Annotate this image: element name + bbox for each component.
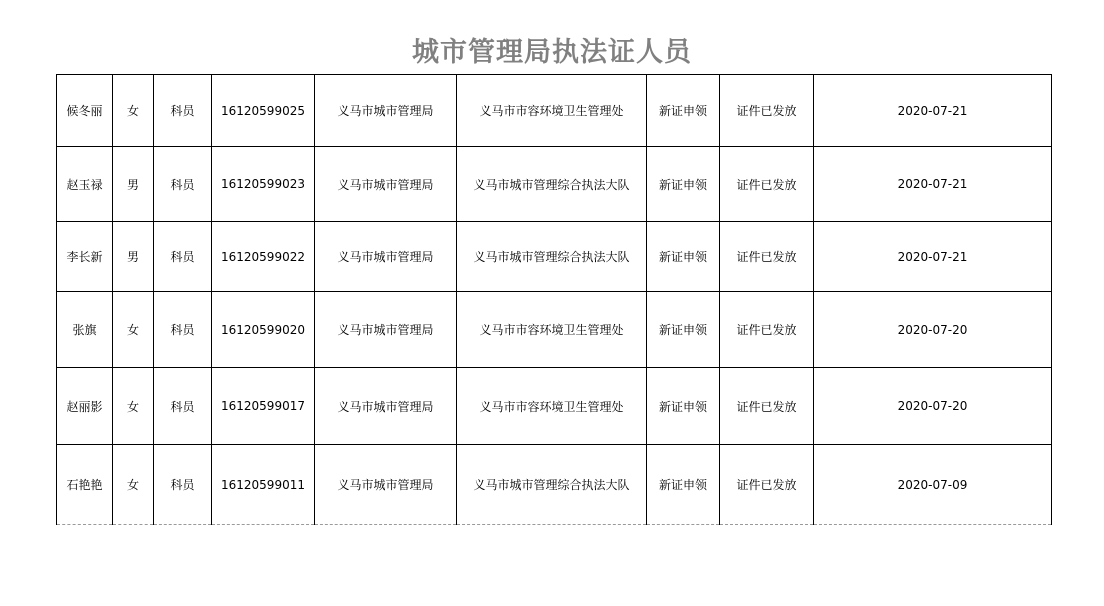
department-cell: 义马市市容环境卫生管理处 (457, 75, 647, 147)
department-cell: 义马市市容环境卫生管理处 (457, 368, 647, 445)
date-cell: 2020-07-20 (814, 368, 1052, 445)
status-cell: 证件已发放 (720, 368, 814, 445)
gender-cell: 女 (113, 292, 154, 368)
rank-cell: 科员 (154, 222, 212, 292)
status-cell: 证件已发放 (720, 75, 814, 147)
rank-cell: 科员 (154, 292, 212, 368)
date-cell: 2020-07-21 (814, 75, 1052, 147)
rank-cell: 科员 (154, 445, 212, 525)
name-cell: 候冬丽 (57, 75, 113, 147)
date-cell: 2020-07-09 (814, 445, 1052, 525)
department-cell: 义马市城市管理综合执法大队 (457, 222, 647, 292)
organization-cell: 义马市城市管理局 (315, 368, 457, 445)
table-row (57, 445, 1052, 525)
organization-cell: 义马市城市管理局 (315, 292, 457, 368)
cert-number-cell: 16120599023 (212, 147, 315, 222)
organization-cell: 义马市城市管理局 (315, 445, 457, 525)
table-row (57, 292, 1052, 368)
organization-cell: 义马市城市管理局 (315, 147, 457, 222)
apply-type-cell: 新证申领 (647, 75, 720, 147)
page-title: 城市管理局执法证人员 (412, 37, 692, 68)
apply-type-cell: 新证申领 (647, 292, 720, 368)
table-row (57, 368, 1052, 445)
date-cell: 2020-07-20 (814, 292, 1052, 368)
table-row (57, 75, 1052, 147)
cert-number-cell: 16120599022 (212, 222, 315, 292)
department-cell: 义马市市容环境卫生管理处 (457, 292, 647, 368)
apply-type-cell: 新证申领 (647, 222, 720, 292)
apply-type-cell: 新证申领 (647, 368, 720, 445)
gender-cell: 女 (113, 445, 154, 525)
personnel-table (56, 74, 1052, 525)
name-cell: 张旗 (57, 292, 113, 368)
name-cell: 李长新 (57, 222, 113, 292)
cert-number-cell: 16120599025 (212, 75, 315, 147)
date-cell: 2020-07-21 (814, 147, 1052, 222)
department-cell: 义马市城市管理综合执法大队 (457, 445, 647, 525)
apply-type-cell: 新证申领 (647, 147, 720, 222)
name-cell: 赵玉禄 (57, 147, 113, 222)
rank-cell: 科员 (154, 368, 212, 445)
table-row (57, 222, 1052, 292)
gender-cell: 男 (113, 222, 154, 292)
date-cell: 2020-07-21 (814, 222, 1052, 292)
status-cell: 证件已发放 (720, 445, 814, 525)
cert-number-cell: 16120599017 (212, 368, 315, 445)
cert-number-cell: 16120599020 (212, 292, 315, 368)
name-cell: 石艳艳 (57, 445, 113, 525)
name-cell: 赵丽影 (57, 368, 113, 445)
status-cell: 证件已发放 (720, 292, 814, 368)
gender-cell: 女 (113, 75, 154, 147)
gender-cell: 男 (113, 147, 154, 222)
rank-cell: 科员 (154, 75, 212, 147)
status-cell: 证件已发放 (720, 222, 814, 292)
apply-type-cell: 新证申领 (647, 445, 720, 525)
organization-cell: 义马市城市管理局 (315, 75, 457, 147)
cert-number-cell: 16120599011 (212, 445, 315, 525)
status-cell: 证件已发放 (720, 147, 814, 222)
gender-cell: 女 (113, 368, 154, 445)
department-cell: 义马市城市管理综合执法大队 (457, 147, 647, 222)
organization-cell: 义马市城市管理局 (315, 222, 457, 292)
rank-cell: 科员 (154, 147, 212, 222)
table-row (57, 147, 1052, 222)
